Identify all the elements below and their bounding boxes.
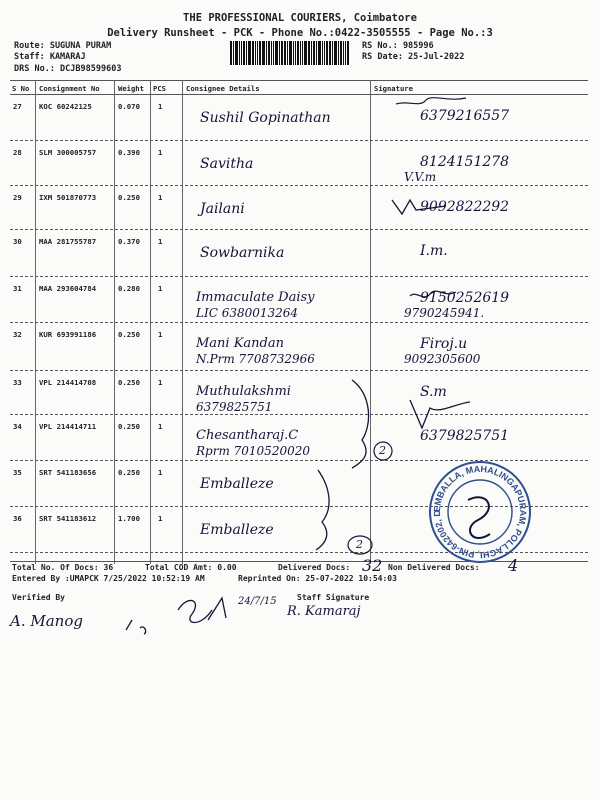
row-sno: 35 [13,468,22,477]
row-sno: 27 [13,102,22,111]
row-weight: 0.250 [118,468,140,477]
row-consignee-name: Sowbarnika [200,245,285,261]
row-weight: 0.250 [118,193,140,202]
staff-signature-label: Staff Signature [297,593,370,602]
row-weight: 0.250 [118,330,140,339]
row-consignment-no: SRT 541183656 [39,468,97,477]
row-pcs: 1 [158,330,163,339]
row-consignee-name: Jailani [200,201,245,217]
row-consignee-detail: LIC 6380013264 [196,306,299,320]
circled-count: 2 [356,538,363,551]
total-cod: Total COD Amt: 0.00 [145,563,237,572]
row-consignment-no: MAA 281755787 [39,237,97,246]
col-pcs: PCS [153,84,166,93]
row-weight: 0.390 [118,148,140,157]
verifier-signature: A. Manog [10,612,83,630]
col-consignment: Consignment No [39,84,100,93]
reprinted-on: Reprinted On: 25-07-2022 10:54:03 [238,574,397,583]
row-weight: 1.700 [118,514,140,523]
row-pcs: 1 [158,514,163,523]
row-consignment-no: SLM 300005757 [39,148,97,157]
entered-by: Entered By :UMAPCK 7/25/2022 10:52:19 AM [12,574,205,583]
document-title: THE PROFESSIONAL COURIERS, Coimbatore [183,12,417,24]
row-consignment-no: KOC 60242125 [39,102,92,111]
row-pcs: 1 [158,422,163,431]
drs-number: DRS No.: DCJB98599603 [14,64,122,74]
non-delivered-value: 4 [508,556,519,575]
row-signature: 9092822292 [420,199,510,215]
row-pcs: 1 [158,284,163,293]
row-weight: 0.250 [118,422,140,431]
row-weight: 0.250 [118,378,140,387]
col-weight: Weight [118,84,144,93]
row-signature-note: 9790245941. [404,306,485,320]
row-signature: I.m. [420,243,448,259]
rs-date: RS Date: 25-Jul-2022 [362,52,465,62]
row-consignee-name: Emballeze [200,522,274,538]
table-bottom-rule [10,561,588,562]
row-pcs: 1 [158,378,163,387]
row-signature-note: 9092305600 [404,352,481,366]
row-consignee-name: Savitha [200,156,254,172]
row-sno: 31 [13,284,22,293]
row-consignee-detail: 6379825751 [196,400,273,414]
row-pcs: 1 [158,193,163,202]
row-pcs: 1 [158,148,163,157]
row-consignment-no: VPL 214414711 [39,422,97,431]
row-consignment-no: MAA 293604784 [39,284,97,293]
svg-text:EMBALLA, MAHALINGAPURAM, POLLA: EMBALLA, MAHALINGAPURAM, POLLACHI, PIN-642002, DATE [424,452,529,561]
date-note: 24/7/15 [238,596,277,607]
staff-signature: R. Kamaraj [287,604,361,619]
row-sno: 28 [13,148,22,157]
row-weight: 0.370 [118,237,140,246]
total-docs: Total No. Of Docs: 36 [12,563,114,572]
circled-count: 2 [379,444,386,457]
row-pcs: 1 [158,468,163,477]
staff-label: Staff: KAMARAJ [14,52,86,62]
row-consignee-name: Chesantharaj.C [196,428,299,443]
row-signature: 6379216557 [420,108,510,124]
row-consignment-no: SRT 541183612 [39,514,97,523]
row-consignee-name: Emballeze [200,476,274,492]
col-sno: S No [12,84,30,93]
row-consignee-detail: N.Prm 7708732966 [196,352,315,366]
row-sno: 29 [13,193,22,202]
non-delivered-label: Non Delivered Docs: [388,563,480,572]
row-signature-note: V.V.m [404,170,437,184]
row-consignee-name: Mani Kandan [196,336,285,351]
row-sno: 36 [13,514,22,523]
verified-by-label: Verified By [12,593,65,602]
row-consignee-name: Muthulakshmi [196,384,291,399]
rs-number: RS No.: 985996 [362,41,434,51]
col-consignee: Consignee Details [186,84,260,93]
row-signature: Firoj.u [420,336,468,352]
col-signature: Signature [374,84,413,93]
row-sno: 32 [13,330,22,339]
row-consignee-detail: Rprm 7010520020 [196,444,310,458]
row-signature: 8124151278 [420,154,510,170]
route-label: Route: SUGUNA PURAM [14,41,112,51]
row-weight: 0.280 [118,284,140,293]
row-consignment-no: KUR 693991186 [39,330,97,339]
delivered-docs-label: Delivered Docs: [278,563,351,572]
row-consignee-name: Sushil Gopinathan [200,110,331,126]
row-sno: 30 [13,237,22,246]
row-consignee-name: Immaculate Daisy [196,290,315,305]
row-weight: 0.070 [118,102,140,111]
row-pcs: 1 [158,237,163,246]
document-subtitle: Delivery Runsheet - PCK - Phone No.:0422-3505555 - Page No.:3 [107,27,493,39]
row-signature: 6379825751 [420,428,510,444]
row-consignment-no: VPL 214414708 [39,378,97,387]
row-sno: 33 [13,378,22,387]
company-stamp [424,452,532,564]
row-signature: 9150252619 [420,290,510,306]
row-signature: S.m [420,384,447,400]
delivered-docs-value: 32 [362,556,383,575]
row-sno: 34 [13,422,22,431]
row-pcs: 1 [158,102,163,111]
row-consignment-no: IXM 501870773 [39,193,97,202]
